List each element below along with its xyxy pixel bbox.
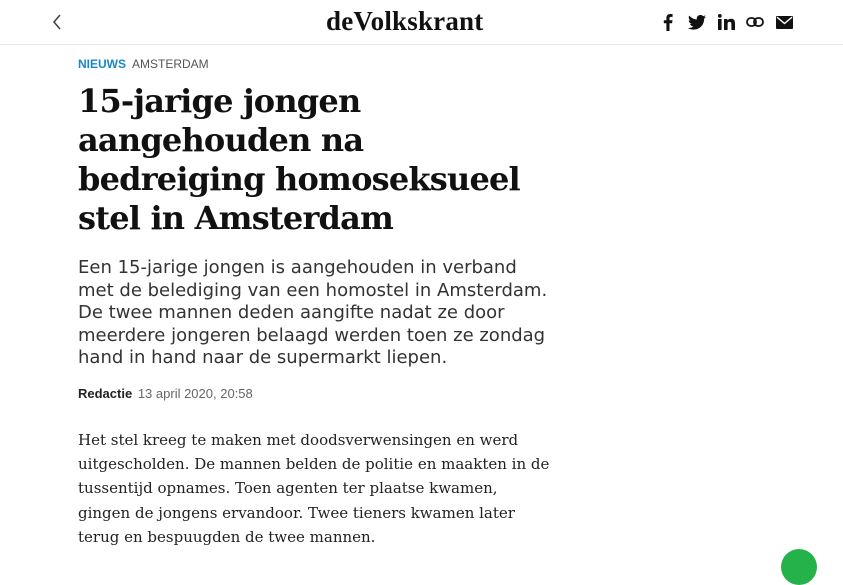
twitter-icon[interactable] — [688, 13, 706, 31]
facebook-icon[interactable] — [659, 13, 677, 31]
site-logo[interactable]: deVolkskrant — [326, 6, 484, 36]
share-bar — [659, 13, 793, 31]
breadcrumb — [78, 57, 558, 71]
author-link[interactable]: Redactie — [78, 385, 133, 401]
floating-action-button[interactable] — [781, 549, 817, 585]
article-header — [78, 44, 558, 401]
publish-date: 13 april 2020, 20:58 — [137, 385, 253, 401]
subsection-link[interactable]: AMSTERDAM — [132, 57, 209, 71]
byline — [78, 386, 558, 401]
article-intro: Een 15-jarige jongen is aangehouden in verband met de belediging van een homostel in Amsterdam. De twee mannen deden aangifte nadat ze door meerdere jongeren belaagd werden toen ze zondag hand in hand naar de supermarkt liepen. — [78, 257, 548, 368]
article-title: 15-jarige jongen aangehouden na bedreiging homoseksueel stel in Amsterdam — [78, 82, 520, 237]
section-link[interactable]: NIEUWS — [78, 57, 126, 71]
article-body: Het stel kreeg te maken met doodsverwensingen en werd uitgescholden. De mannen belden de politie en maakten in de tussentijd opnames. Toen agenten ter plaatse kwamen, gingen de jongens ervandoor. Twee tieners kwamen later terug en bespuugden de twee mannen. — [78, 431, 550, 546]
back-button[interactable] — [47, 12, 67, 32]
linkedin-icon[interactable] — [717, 13, 735, 31]
chevron-left-icon — [52, 14, 62, 30]
top-bar — [0, 0, 843, 45]
mail-icon[interactable] — [775, 13, 793, 31]
link-icon[interactable] — [746, 13, 764, 31]
